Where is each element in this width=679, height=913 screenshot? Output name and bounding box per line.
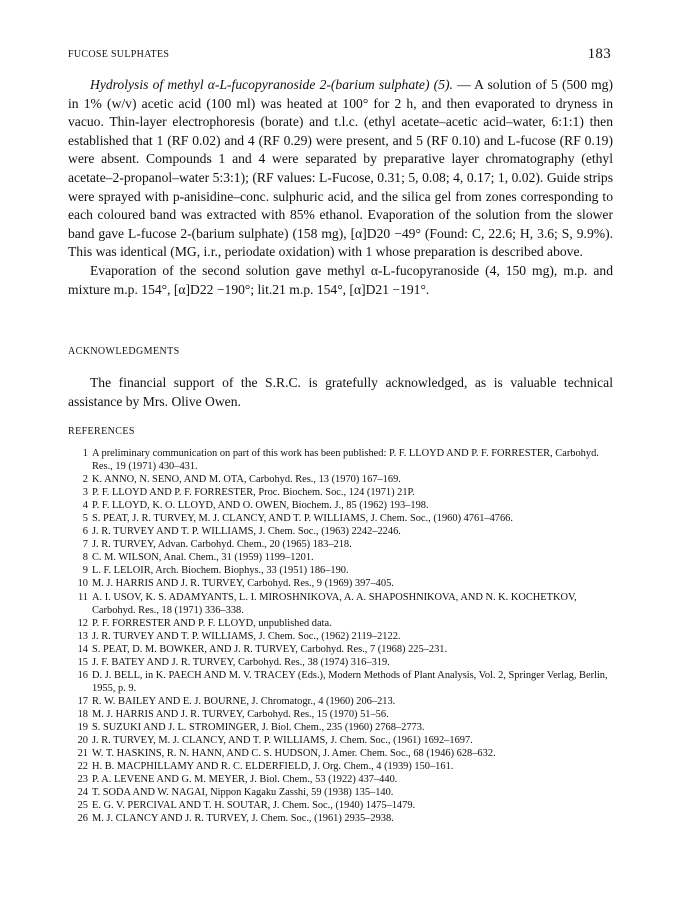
reference-text: C. M. WILSON, Anal. Chem., 31 (1959) 1199–1201. <box>92 552 314 564</box>
reference-number: 13 <box>77 630 88 642</box>
reference-item <box>68 538 613 551</box>
reference-text: R. W. BAILEY AND E. J. BOURNE, J. Chromatogr., 4 (1960) 206–213. <box>92 695 396 707</box>
reference-item <box>68 577 613 590</box>
reference-text: J. R. TURVEY AND T. P. WILLIAMS, J. Chem. Soc., (1962) 2119–2122. <box>92 630 401 642</box>
reference-item <box>68 708 613 721</box>
reference-number: 8 <box>82 552 88 564</box>
reference-number: 10 <box>77 578 88 590</box>
reference-text: K. ANNO, N. SENO, AND M. OTA, Carbohyd. Res., 13 (1970) 167–169. <box>92 474 401 486</box>
references-heading: REFERENCES <box>68 426 135 437</box>
reference-text: M. J. CLANCY AND J. R. TURVEY, J. Chem. Soc., (1961) 2935–2938. <box>92 813 394 825</box>
reference-text: A preliminary communication on part of this work has been published: P. F. LLOYD AND P. F. FORRESTER, Carbohyd. Res., 19 (1971) 430–431. <box>92 448 599 473</box>
reference-text: P. A. LEVENE AND G. M. MEYER, J. Biol. Chem., 53 (1922) 437–440. <box>92 774 398 786</box>
reference-text: D. J. BELL, in K. PAECH AND M. V. TRACEY (Eds.), Modern Methods of Plant Analysis, Vol. 2, Springer Verlag, Berlin, 1955, p. 9. <box>92 669 608 694</box>
paragraph-body: — A solution of 5 (500 mg) in 1% (w/v) acetic acid (100 ml) was heated at 100° for 2 h, and then evaporated to dryness in vacuo. Thin-layer electrophoresis (borate) and t.l.c. (ethyl acetate–acetic acid–water, 6:1:1) then established that 1 (RF 0.02) and 4 (RF 0.29) were present, and 5 (RF 0.10) and L-fucose (RF 0.19) were absent. Compounds 1 and 4 were separated by preparative layer chromatography (ethyl acetate–2-propanol–water 5:3:1); (RF values: L-Fucose, 0.31; 5, 0.08; 4, 0.17; 1, 0.02). Guide strips were sprayed with p-anisidine–conc. sulphuric acid, and the silica gel from zones corresponding to each coloured band was extracted with 85% ethanol. Evaporation of the solution from the slower band gave L-fucose 2-(barium sulphate) (158 mg), [α]D20 −49° (Found: C, 22.6; H, 3.6; S, 9.9%). This was identical (MG, i.r., periodate oxidation) with 1 whose preparation is described above. <box>68 77 613 260</box>
reference-item <box>68 695 613 708</box>
reference-text: J. F. BATEY AND J. R. TURVEY, Carbohyd. Res., 38 (1974) 316–319. <box>92 656 390 668</box>
reference-text: E. G. V. PERCIVAL AND T. H. SOUTAR, J. Chem. Soc., (1940) 1475–1479. <box>92 800 416 812</box>
reference-number: 7 <box>82 539 88 551</box>
reference-number: 2 <box>82 474 88 486</box>
reference-number: 20 <box>77 735 88 747</box>
reference-number: 3 <box>82 487 88 499</box>
reference-item <box>68 617 613 630</box>
reference-number: 24 <box>77 787 88 799</box>
reference-number: 5 <box>82 513 88 525</box>
running-title: FUCOSE SULPHATES <box>68 49 170 60</box>
reference-text: P. F. LLOYD AND P. F. FORRESTER, Proc. Biochem. Soc., 124 (1971) 21P. <box>92 487 415 499</box>
reference-number: 26 <box>77 813 88 825</box>
reference-text: J. R. TURVEY AND T. P. WILLIAMS, J. Chem. Soc., (1963) 2242–2246. <box>92 526 401 538</box>
reference-number: 21 <box>77 748 88 760</box>
acknowledgments-heading: ACKNOWLEDGMENTS <box>68 346 180 357</box>
reference-text: M. J. HARRIS AND J. R. TURVEY, Carbohyd. Res., 9 (1969) 397–405. <box>92 578 394 590</box>
acknowledgments-section <box>68 374 613 411</box>
reference-number: 4 <box>82 500 88 512</box>
reference-number: 23 <box>77 774 88 786</box>
reference-item <box>68 512 613 525</box>
reference-text: A. I. USOV, K. S. ADAMYANTS, L. I. MIROSHNIKOVA, A. A. SHAPOSHNIKOVA, AND N. K. KOCHETKOV, Carbohyd. Res., 18 (1971) 336–338. <box>92 591 577 616</box>
reference-item <box>68 564 613 577</box>
reference-number: 1 <box>82 448 88 459</box>
reference-text: P. F. FORRESTER AND P. F. LLOYD, unpublished data. <box>92 617 332 629</box>
reference-item <box>68 630 613 643</box>
reference-number: 18 <box>77 708 88 720</box>
reference-number: 19 <box>77 721 88 733</box>
reference-text: T. SODA AND W. NAGAI, Nippon Kagaku Zasshi, 59 (1938) 135–140. <box>92 787 394 799</box>
reference-item <box>68 591 613 617</box>
reference-item <box>68 721 613 734</box>
reference-text: M. J. HARRIS AND J. R. TURVEY, Carbohyd. Res., 15 (1970) 51–56. <box>92 708 389 720</box>
reference-text: J. R. TURVEY, Advan. Carbohyd. Chem., 20 (1965) 183–218. <box>92 539 352 551</box>
paragraph-hydrolysis <box>68 76 613 262</box>
reference-item <box>68 786 613 799</box>
reference-number: 9 <box>82 565 88 577</box>
reference-text: S. PEAT, D. M. BOWKER, AND J. R. TURVEY, Carbohyd. Res., 7 (1968) 225–231. <box>92 643 448 655</box>
reference-item <box>68 669 613 695</box>
reference-text: J. R. TURVEY, M. J. CLANCY, AND T. P. WILLIAMS, J. Chem. Soc., (1961) 1692–1697. <box>92 735 473 747</box>
reference-item <box>68 773 613 786</box>
reference-item <box>68 760 613 773</box>
reference-text: S. SUZUKI AND J. L. STROMINGER, J. Biol. Chem., 235 (1960) 2768–2773. <box>92 721 425 733</box>
reference-item <box>68 525 613 538</box>
paragraph-heading: Hydrolysis of methyl α-L-fucopyranoside 2-(barium sulphate) (5). <box>90 77 453 92</box>
page-number: 183 <box>587 46 611 62</box>
reference-number: 17 <box>77 695 88 707</box>
reference-text: H. B. MACPHILLAMY AND R. C. ELDERFIELD, J. Org. Chem., 4 (1939) 150–161. <box>92 761 454 773</box>
reference-number: 25 <box>77 800 88 812</box>
acknowledgments-text: The financial support of the S.R.C. is gratefully acknowledged, as is valuable technical assistance by Mrs. Olive Owen. <box>68 375 613 409</box>
reference-number: 11 <box>77 591 88 603</box>
reference-item <box>68 551 613 564</box>
reference-item <box>68 486 613 499</box>
reference-text: P. F. LLOYD, K. O. LLOYD, AND O. OWEN, Biochem. J., 85 (1962) 193–198. <box>92 500 429 512</box>
reference-item <box>68 812 613 825</box>
reference-item <box>68 799 613 812</box>
reference-item <box>68 447 613 473</box>
paragraph-evaporation: Evaporation of the second solution gave methyl α-L-fucopyranoside (4, 150 mg), m.p. and mixture m.p. 154°, [α]D22 −190°; lit.21 m.p. 154°, [α]D21 −191°. <box>68 262 613 297</box>
running-head <box>68 46 611 66</box>
reference-number: 14 <box>77 643 88 655</box>
reference-item <box>68 747 613 760</box>
reference-item <box>68 734 613 747</box>
reference-number: 22 <box>77 761 88 773</box>
reference-text: W. T. HASKINS, R. N. HANN, AND C. S. HUDSON, J. Amer. Chem. Soc., 68 (1946) 628–632. <box>92 748 496 760</box>
reference-number: 16 <box>77 669 88 681</box>
reference-number: 15 <box>77 656 88 668</box>
reference-item <box>68 499 613 512</box>
reference-text: L. F. LELOIR, Arch. Biochem. Biophys., 33 (1951) 186–190. <box>92 565 349 577</box>
reference-item <box>68 656 613 669</box>
reference-item <box>68 473 613 486</box>
reference-number: 6 <box>82 526 88 538</box>
reference-number: 12 <box>77 617 88 629</box>
experimental-text <box>68 76 613 299</box>
reference-text: S. PEAT, J. R. TURVEY, M. J. CLANCY, AND T. P. WILLIAMS, J. Chem. Soc., (1960) 4761–4766. <box>92 513 513 525</box>
reference-item <box>68 643 613 656</box>
reference-list <box>68 447 613 825</box>
